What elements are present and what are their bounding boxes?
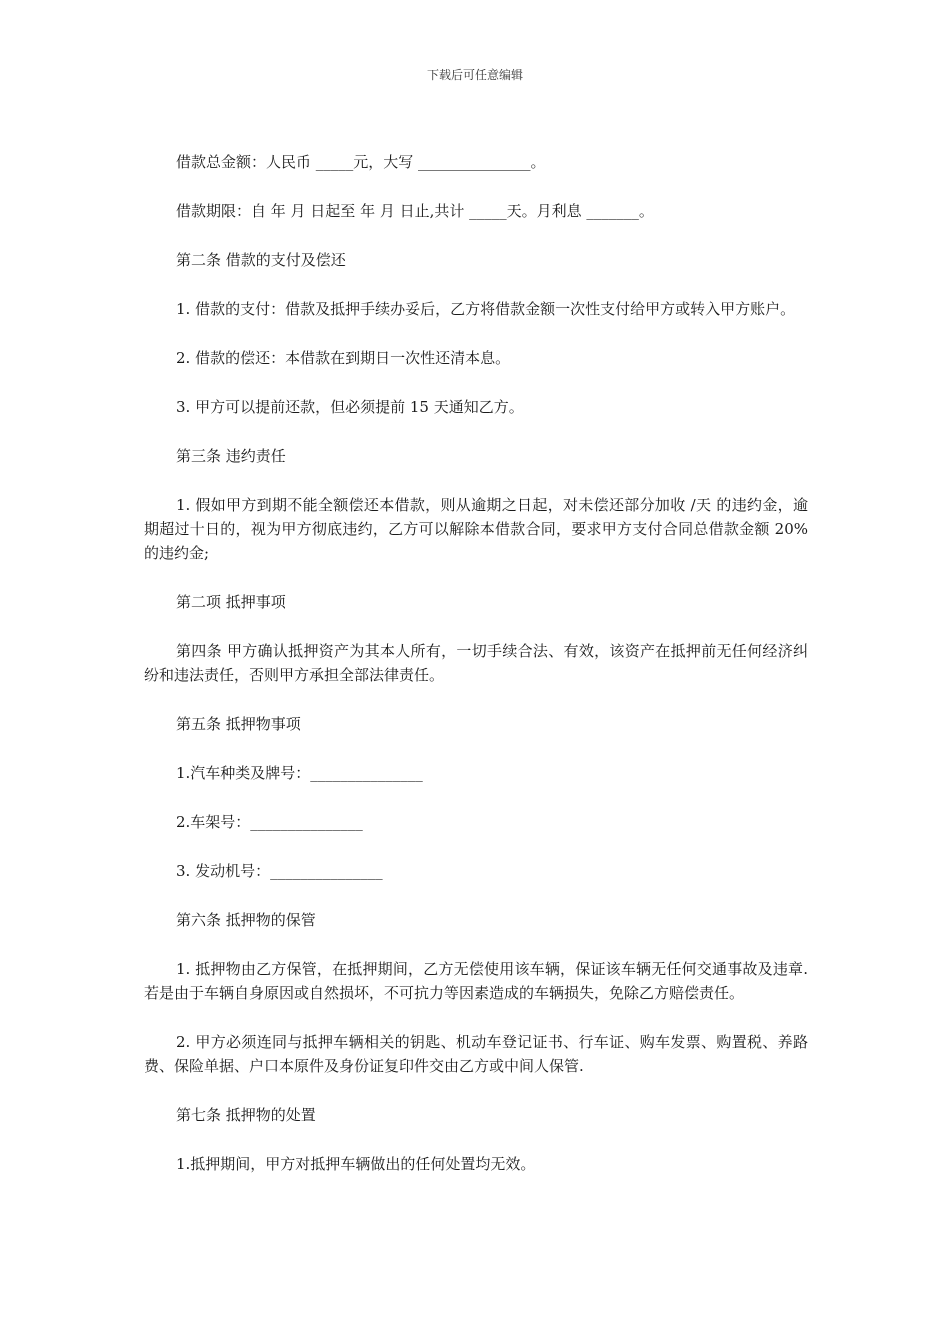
loan-term-line: 借款期限：自 年 月 日起至 年 月 日止,共计 _____天。月利息 _______。: [176, 202, 654, 220]
vehicle-type-field: 1.汽车种类及牌号：_______________: [176, 764, 423, 782]
article-3-heading: 第三条 违约责任: [176, 447, 286, 465]
article-6-heading: 第六条 抵押物的保管: [176, 911, 316, 929]
loan-amount-line: 借款总金额：人民币 _____元，大写 _______________。: [176, 153, 546, 171]
article-4-text: 第四条 甲方确认抵押资产为其本人所有，一切手续合法、有效，该资产在抵押前无任何经济纠纷和违法责任，否则甲方承担全部法律责任。: [144, 642, 808, 684]
article-7-heading: 第七条 抵押物的处置: [176, 1106, 316, 1124]
engine-number-field: 3. 发动机号：_______________: [176, 862, 383, 880]
article-3-clause-1: 1. 假如甲方到期不能全额偿还本借款，则从逾期之日起，对未偿还部分加收 /天 的违约金，逾期超过十日的，视为甲方彻底违约，乙方可以解除本借款合同，要求甲方支付合同总借款金额 20%的违约金;: [144, 496, 808, 562]
frame-number-field: 2.车架号：_______________: [176, 813, 363, 831]
article-2-heading: 第二条 借款的支付及偿还: [176, 251, 346, 269]
section-2-heading: 第二项 抵押事项: [176, 593, 286, 611]
article-6-clause-1: 1. 抵押物由乙方保管，在抵押期间，乙方无偿使用该车辆，保证该车辆无任何交通事故及违章.若是由于车辆自身原因或自然损坏，不可抗力等因素造成的车辆损失，免除乙方赔偿责任。: [144, 960, 808, 1002]
article-2-clause-3: 3. 甲方可以提前还款，但必须提前 15 天通知乙方。: [176, 398, 524, 416]
article-2-clause-1: 1. 借款的支付：借款及抵押手续办妥后，乙方将借款金额一次性支付给甲方或转入甲方账户。: [176, 300, 796, 318]
article-2-clause-2: 2. 借款的偿还：本借款在到期日一次性还清本息。: [176, 349, 511, 367]
article-7-clause-1: 1.抵押期间，甲方对抵押车辆做出的任何处置均无效。: [176, 1155, 536, 1173]
article-6-clause-2: 2. 甲方必须连同与抵押车辆相关的钥匙、机动车登记证书、行车证、购车发票、购置税、养路费、保险单据、户口本原件及身份证复印件交由乙方或中间人保管.: [144, 1033, 808, 1075]
header-note: 下载后可任意编辑: [426, 68, 523, 82]
document-body: [144, 150, 808, 1201]
article-5-heading: 第五条 抵押物事项: [176, 715, 301, 733]
